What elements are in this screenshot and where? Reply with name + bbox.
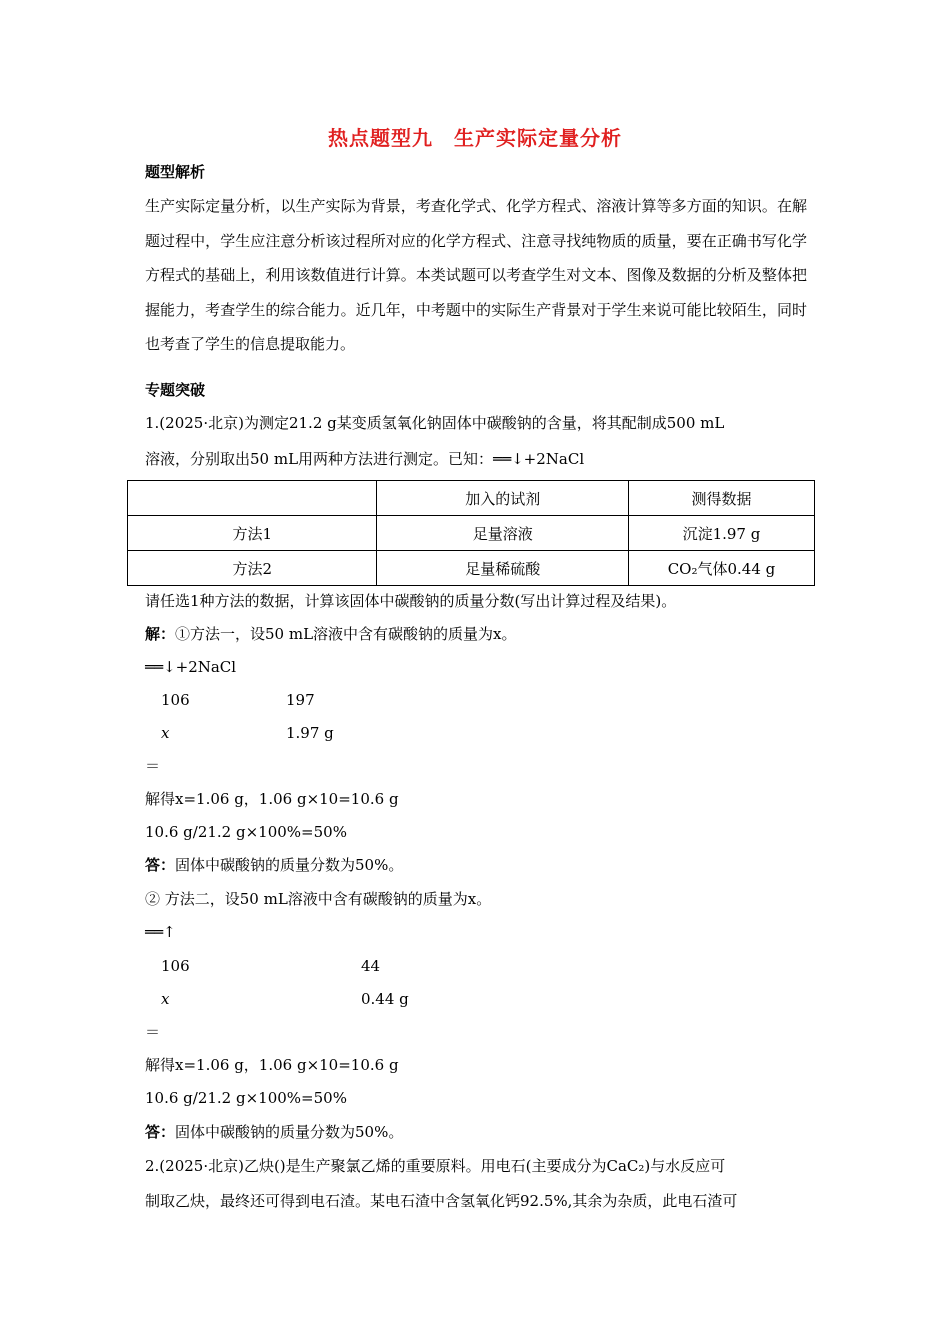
solution1-molar-mass-1: 106 xyxy=(161,691,190,709)
solution1-result-2: 10.6 g/21.2 g×100%=50% xyxy=(145,823,347,841)
solution2-intro: ② 方法二，设50 mL溶液中含有碳酸钠的质量为x。 xyxy=(145,890,492,908)
solution2-equation: ══↑ xyxy=(145,923,176,941)
page-title: 热点题型九 生产实际定量分析 xyxy=(328,126,622,150)
answer1-line xyxy=(145,855,403,875)
section-heading-analysis: 题型解析 xyxy=(145,163,206,181)
table-cell: 沉淀1.97 g xyxy=(628,516,814,551)
solution2-molar-mass-1: 106 xyxy=(161,957,190,975)
solution2-result-2: 10.6 g/21.2 g×100%=50% xyxy=(145,1089,347,1107)
solution2-ratio: ＝ xyxy=(145,1023,161,1041)
q1-text-line1: 1.(2025·北京)为测定21.2 g某变质氢氧化钠固体中碳酸钠的含量，将其配制成500 mL xyxy=(145,414,725,432)
solution1-result-1: 解得x=1.06 g，1.06 g×10=10.6 g xyxy=(145,790,399,808)
solution2-unknown: x xyxy=(161,990,170,1008)
solution2-value: 0.44 g xyxy=(361,990,409,1008)
solution1-intro-line xyxy=(145,624,517,644)
table-header-cell xyxy=(128,481,377,516)
solution1-equation: ══↓+2NaCl xyxy=(145,658,237,676)
table-header-cell: 加入的试剂 xyxy=(377,481,628,516)
q1-data-table xyxy=(127,480,815,586)
table-header-row xyxy=(128,481,815,516)
section-heading-practice: 专题突破 xyxy=(145,381,206,399)
solution2-result-1: 解得x=1.06 g，1.06 g×10=10.6 g xyxy=(145,1056,399,1074)
table-row xyxy=(128,516,815,551)
solution1-ratio: ＝ xyxy=(145,757,161,775)
answer-label: 答： xyxy=(145,856,176,874)
solution2-molar-mass-2: 44 xyxy=(361,957,381,975)
q1-ask: 请任选1种方法的数据，计算该固体中碳酸钠的质量分数(写出计算过程及结果)。 xyxy=(145,592,677,610)
table-cell: CO₂气体0.44 g xyxy=(628,551,814,586)
table-cell: 方法2 xyxy=(128,551,377,586)
q2-text-line2: 制取乙炔，最终还可得到电石渣。某电石渣中含氢氧化钙92.5%,其余为杂质，此电石渣可 xyxy=(145,1192,738,1210)
solution1-value: 1.97 g xyxy=(286,724,334,742)
answer1-text: 固体中碳酸钠的质量分数为50%。 xyxy=(175,856,404,874)
solution-label: 解： xyxy=(145,625,176,643)
solution1-intro: ①方法一，设50 mL溶液中含有碳酸钠的质量为x。 xyxy=(175,625,517,643)
answer-label: 答： xyxy=(145,1123,176,1141)
table-cell: 方法1 xyxy=(128,516,377,551)
table-row xyxy=(128,551,815,586)
answer2-line xyxy=(145,1122,403,1142)
table-header-cell: 测得数据 xyxy=(628,481,814,516)
analysis-paragraph: 生产实际定量分析，以生产实际为背景，考查化学式、化学方程式、溶液计算等多方面的知识。在解题过程中，学生应注意分析该过程所对应的化学方程式、注意寻找纯物质的质量，要在正确书写化学方程式的基础上，利用该数值进行计算。本类试题可以考查学生对文本、图像及数据的分析及整体把握能力，考查学生的综合能力。近几年，中考题中的实际生产背景对于学生来说可能比较陌生，同时也考查了学生的信息提取能力。 xyxy=(145,197,807,354)
answer2-text: 固体中碳酸钠的质量分数为50%。 xyxy=(175,1123,404,1141)
solution1-molar-mass-2: 197 xyxy=(286,691,315,709)
q2-text-line1: 2.(2025·北京)乙炔()是生产聚氯乙烯的重要原料。用电石(主要成分为CaC₂)与水反应可 xyxy=(145,1157,726,1175)
table-cell: 足量稀硫酸 xyxy=(377,551,628,586)
q1-text-line2: 溶液，分别取出50 mL用两种方法进行测定。已知：══↓+2NaCl xyxy=(145,450,585,468)
solution1-unknown: x xyxy=(161,724,170,742)
table-cell: 足量溶液 xyxy=(377,516,628,551)
